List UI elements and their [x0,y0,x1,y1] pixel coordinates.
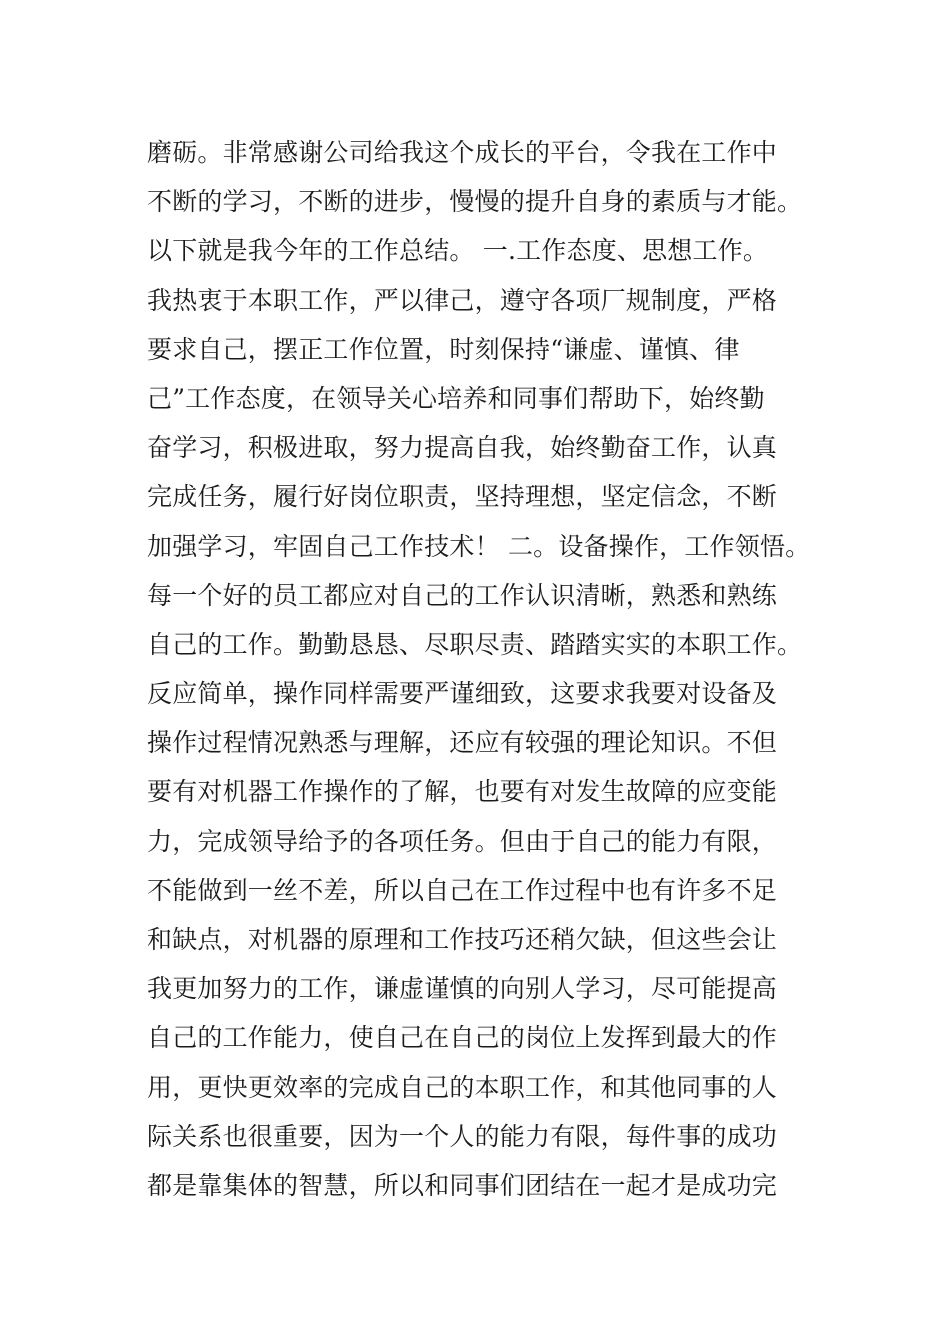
text-line: 自己的工作。勤勤恳恳、尽职尽责、踏踏实实的本职工作。 [147,629,803,659]
text-line: 我热衷于本职工作，严以律己，遵守各项厂规制度，严格 [147,285,778,315]
text-line: 我更加努力的工作，谦虚谨慎的向别人学习，尽可能提高 [147,974,778,1004]
text-line: 己”工作态度，在领导关心培养和同事们帮助下，始终勤 [147,383,765,413]
text-line: 都是靠集体的智慧，所以和同事们团结在一起才是成功完 [147,1170,778,1200]
text-line: 用，更快更效率的完成自己的本职工作，和其他同事的人 [147,1072,778,1102]
text-line: 力，完成领导给予的各项任务。但由于自己的能力有限， [147,826,778,856]
text-line: 反应简单，操作同样需要严谨细致，这要求我要对设备及 [147,679,778,709]
body-text [147,128,811,1210]
text-line: 要求自己，摆正工作位置，时刻保持“谦虚、谨慎、律 [147,334,740,364]
text-line: 操作过程情况熟悉与理解，还应有较强的理论知识。不但 [147,728,778,758]
text-line: 不断的学习，不断的进步，慢慢的提升自身的素质与才能。 [147,187,803,217]
text-line: 和缺点，对机器的原理和工作技巧还稍欠缺，但这些会让 [147,925,778,954]
text-line: 要有对机器工作操作的了解，也要有对发生故障的应变能 [147,777,778,807]
text-line: 自己的工作能力，使自己在自己的岗位上发挥到最大的作 [147,1023,778,1053]
text-line: 不能做到一丝不差，所以自己在工作过程中也有许多不足 [147,875,778,905]
text-line: 以下就是我今年的工作总结。 一.工作态度、思想工作。 [147,236,769,266]
text-line: 际关系也很重要，因为一个人的能力有限，每件事的成功 [147,1121,778,1151]
text-line: 磨砺。非常感谢公司给我这个成长的平台，令我在工作中 [147,138,778,167]
text-line: 完成任务，履行好岗位职责，坚持理想，坚定信念，不断 [147,482,778,512]
text-line: 每一个好的员工都应对自己的工作认识清晰，熟悉和熟练 [147,580,778,610]
text-line: 加强学习，牢固自己工作技术！ 二。设备操作，工作领悟。 [147,531,811,561]
text-line: 奋学习，积极进取，努力提高自我，始终勤奋工作，认真 [147,433,778,463]
